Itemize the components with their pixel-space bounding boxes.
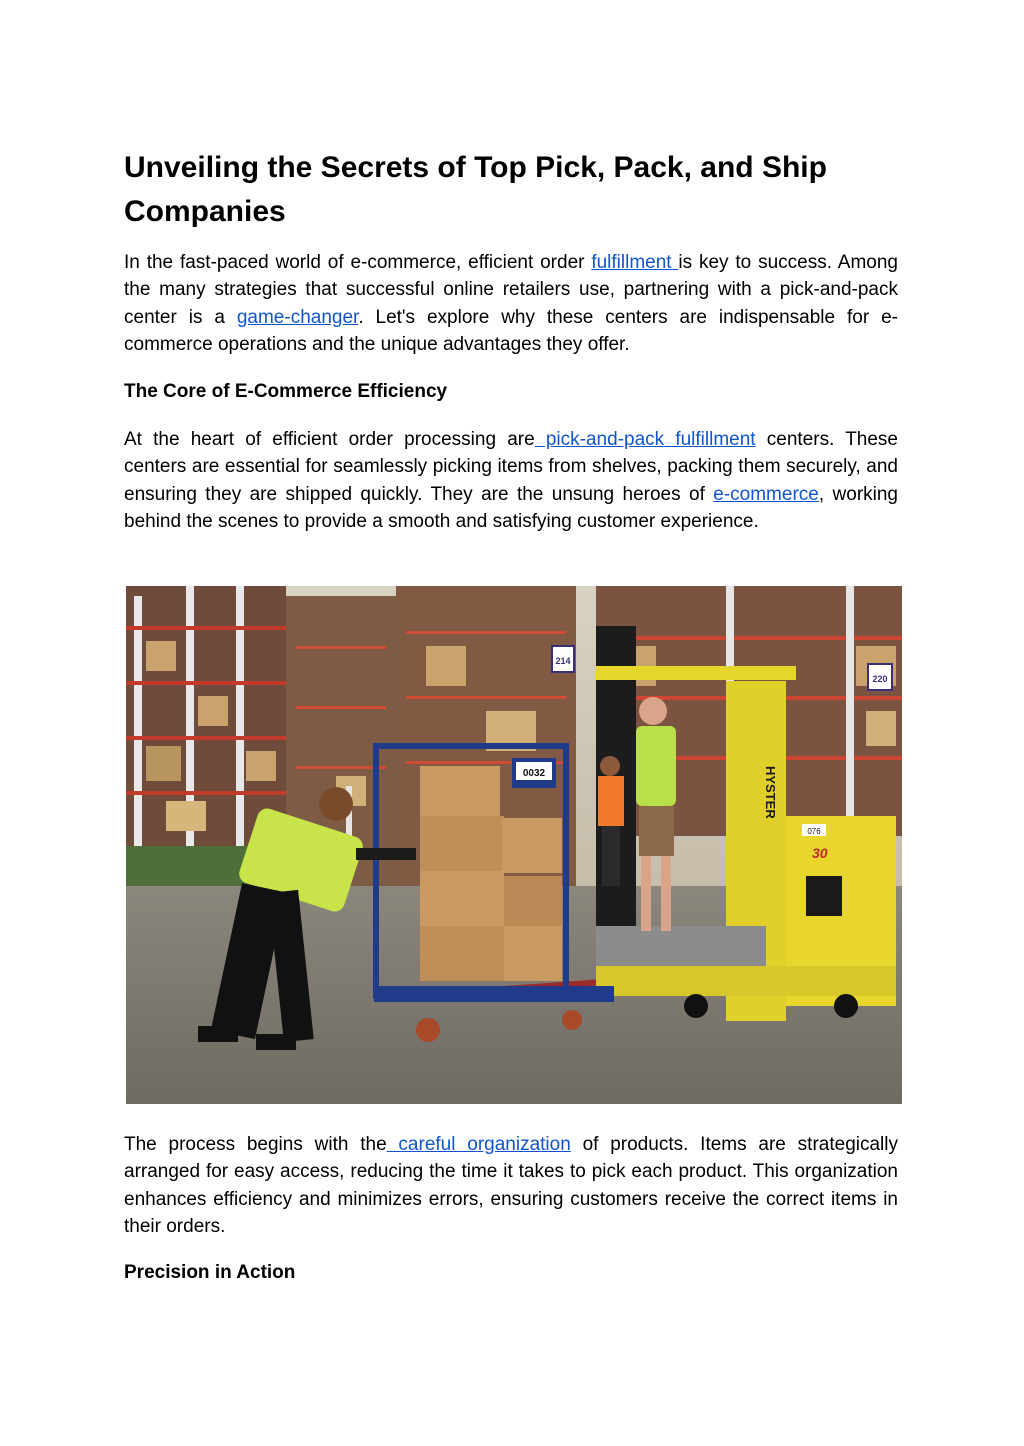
organization-text-2: of products. Items are strategically arranged for easy access, reducing the time it takes to pick each product. This organization enhances efficiency and minimizes errors, ensuring customers receive the correct items in their orders.	[124, 1134, 898, 1238]
forklift-tag: 076	[807, 827, 821, 836]
aisle-sign-220	[868, 664, 892, 690]
intro-text-2: is key to success. Among the many strategies that successful online retailers use, partnering with a pick-and-pack center is a	[124, 252, 898, 328]
intro-text-1: In the fast-paced world of e-commerce, efficient order	[124, 252, 592, 273]
fulfillment-link[interactable]: fulfillment	[591, 252, 679, 273]
intro-text-3: . Let's explore why these centers are indispensable for e-commerce operations and the unique advantages they offer.	[124, 306, 898, 356]
intro-paragraph	[124, 249, 898, 359]
core-text-3: , working behind the scenes to provide a smooth and satisfying customer experience.	[124, 483, 898, 533]
game-changer-link[interactable]: game-changer	[236, 306, 359, 328]
core-text-1: At the heart of efficient order processing are	[124, 429, 535, 450]
aisle-sign-214	[552, 646, 574, 672]
aisle-label-220: 220	[872, 674, 888, 684]
e-commerce-link[interactable]: e-commerce	[713, 483, 819, 505]
pick-and-pack-fulfillment-link[interactable]: pick-and-pack fulfillment	[534, 429, 756, 450]
page-title: Unveiling the Secrets of Top Pick, Pack, and Ship Companies	[124, 151, 827, 228]
organization-text-1: The process begins with the	[124, 1134, 387, 1155]
warehouse-photo	[126, 586, 902, 1104]
section-heading-precision: Precision in Action	[124, 1262, 296, 1283]
forklift-number: 30	[812, 845, 828, 861]
section-heading-core: The Core of E-Commerce Efficiency	[124, 381, 448, 402]
core-paragraph	[124, 426, 898, 536]
forklift-brand-label: HYSTER	[763, 766, 778, 819]
careful-organization-link[interactable]: careful organization	[386, 1134, 571, 1155]
cart-label: 0032	[522, 768, 546, 779]
aisle-label-214: 214	[555, 656, 571, 666]
organization-paragraph	[124, 1131, 898, 1241]
core-text-2: centers. These centers are essential for seamlessly picking items from shelves, packing them securely, and ensuring they are shipped quickly. They are the unsung heroes of	[124, 429, 898, 505]
